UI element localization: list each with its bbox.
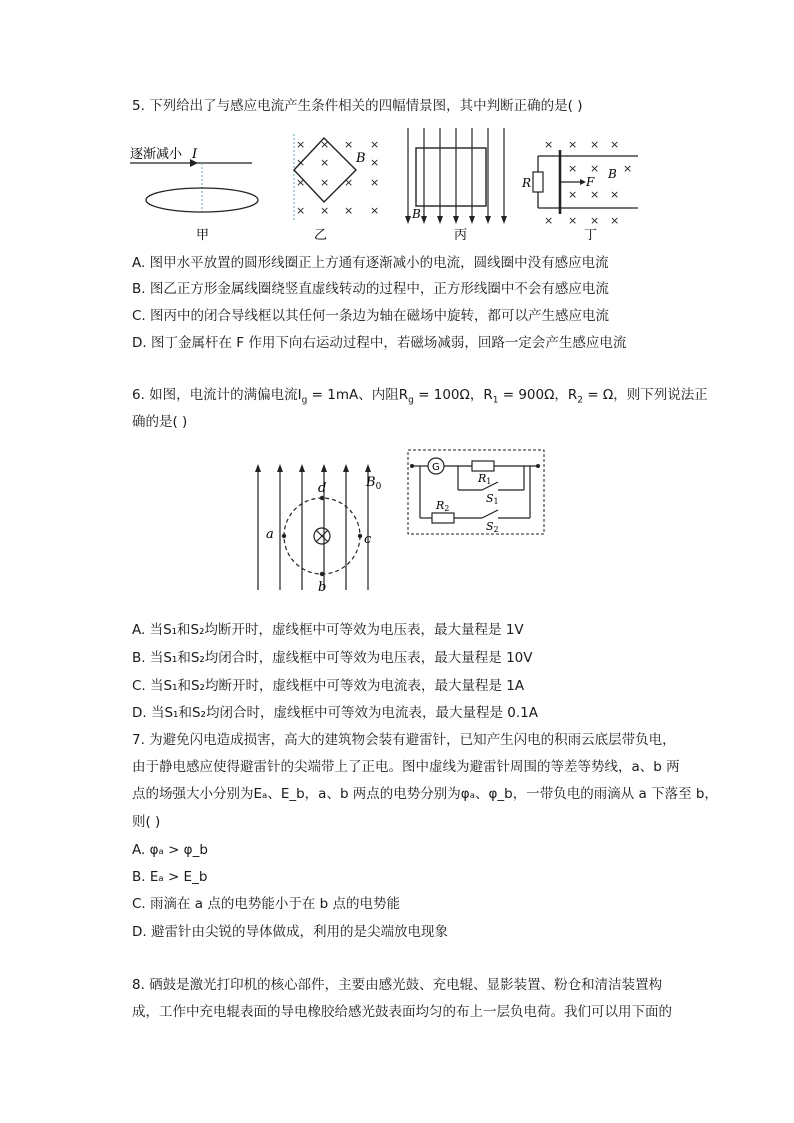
caption-ding: 丁: [584, 228, 598, 243]
svg-text:×: ×: [296, 204, 306, 217]
label-G: G: [432, 462, 440, 473]
fig-ding-force-label: F: [586, 175, 595, 189]
caption-bing: 丙: [454, 228, 468, 243]
svg-text:×: ×: [320, 138, 330, 151]
q6-option-c: C. 当S₁和S₂均断开时，虚线框中可等效为电流表，最大量程是 1A: [132, 678, 525, 694]
fig-ding-field-label: B: [608, 167, 617, 181]
label-R2: R2: [436, 499, 450, 513]
label-a: a: [266, 527, 274, 542]
label-R1: R1: [478, 472, 492, 486]
fig-yi-field-label: B: [356, 151, 366, 166]
svg-text:×: ×: [320, 156, 330, 169]
svg-text:×: ×: [590, 162, 600, 175]
q6-stem: 6. 如图，电流计的满偏电流$I_g = 1mA$、内阻$R_g = 100\Omega$，$R_1 = 900\Omega$，$R_2 = \Omega$，则下列说法正: [132, 387, 708, 406]
svg-text:×: ×: [544, 138, 554, 151]
q6-figure: [248, 444, 548, 594]
svg-text:×: ×: [623, 162, 633, 175]
fig-ding-resistor-label: R: [522, 176, 532, 190]
svg-text:×: ×: [568, 214, 578, 227]
svg-text:×: ×: [610, 138, 620, 151]
q6-stem-line2: 确的是( ): [132, 414, 188, 430]
svg-text:×: ×: [568, 162, 578, 175]
fig-jia: [130, 146, 258, 243]
q7-option-b: B. Eₐ > E_b: [132, 869, 208, 885]
q5-option-a: A. 图甲水平放置的圆形线圈正上方通有逐渐减小的电流，圆线圈中没有感应电流: [132, 255, 609, 271]
q5-stem: 5. 下列给出了与感应电流产生条件相关的四幅情景图，其中判断正确的是( ): [132, 98, 583, 114]
svg-text:×: ×: [320, 176, 330, 189]
label-S1: S1: [486, 492, 499, 506]
fig-bing-frame: [416, 148, 486, 206]
svg-text:×: ×: [568, 188, 578, 201]
svg-text:×: ×: [320, 204, 330, 217]
fig-ding: [521, 138, 638, 243]
svg-text:×: ×: [590, 188, 600, 201]
resistor-R2: [432, 513, 454, 523]
svg-text:×: ×: [344, 176, 354, 189]
label-d: d: [318, 481, 327, 496]
svg-text:×: ×: [296, 176, 306, 189]
q7-stem-line2: 由于静电感应使得避雷针的尖端带上了正电。图中虚线为避雷针周围的等差等势线，a、b 两: [132, 759, 680, 775]
svg-text:×: ×: [610, 214, 620, 227]
resistor-R1: [472, 461, 494, 471]
fig-yi: [294, 134, 379, 243]
svg-text:×: ×: [370, 138, 380, 151]
q7-stem-line1: 7. 为避免闪电造成损害，高大的建筑物会装有避雷针，已知产生闪电的积雨云底层带负电，: [132, 732, 676, 748]
svg-text:×: ×: [590, 214, 600, 227]
q7-stem-line3: 点的场强大小分别为Eₐ、E_b，a、b 两点的电势分别为φₐ、φ_b，一带负电的雨滴从 a 下落至 b，: [132, 786, 718, 802]
svg-text:×: ×: [568, 138, 578, 151]
q7-option-a: A. φₐ > φ_b: [132, 842, 208, 858]
svg-text:×: ×: [544, 214, 554, 227]
q5-figure: [128, 126, 648, 244]
q7-stem-line4: 则( ): [132, 814, 161, 830]
fig-jia-current-label: I: [192, 147, 198, 162]
q5-option-d: D. 图丁金属杆在 F 作用下向右运动过程中，若磁场减弱，回路一定会产生感应电流: [132, 335, 627, 351]
q6-option-b: B. 当S₁和S₂均闭合时，虚线框中可等效为电压表，最大量程是 10V: [132, 650, 533, 666]
q5-option-b: B. 图乙正方形金属线圈绕竖直虚线转动的过程中，正方形线圈中不会有感应电流: [132, 281, 609, 297]
svg-text:×: ×: [296, 138, 306, 151]
label-b: b: [318, 580, 327, 594]
fig-bing-field-label: B: [412, 207, 421, 221]
q8-stem-line2: 成，工作中充电辊表面的导电橡胶给感光鼓表面均匀的布上一层负电荷。我们可以用下面的: [132, 1004, 672, 1020]
svg-text:×: ×: [590, 138, 600, 151]
caption-yi: 乙: [314, 228, 328, 243]
svg-text:×: ×: [344, 204, 354, 217]
q5-option-c: C. 图丙中的闭合导线框以其任何一条边为轴在磁场中旋转，都可以产生感应电流: [132, 308, 610, 324]
fig-ding-resistor: [533, 172, 543, 192]
q6-option-d: D. 当S₁和S₂均闭合时，虚线框中可等效为电流表，最大量程是 0.1A: [132, 705, 538, 721]
q8-stem-line1: 8. 硒鼓是激光打印机的核心部件，主要由感光鼓、充电辊、显影装置、粉仓和清洁装置构: [132, 977, 663, 993]
svg-text:×: ×: [370, 204, 380, 217]
svg-text:×: ×: [370, 176, 380, 189]
label-c: c: [364, 532, 372, 547]
svg-text:×: ×: [370, 156, 380, 169]
fig-bing: [405, 128, 507, 243]
caption-jia: 甲: [196, 228, 210, 243]
label-S2: S2: [486, 520, 499, 534]
label-B0: $B_0$: [366, 475, 382, 492]
q6-option-a: A. 当S₁和S₂均断开时，虚线框中可等效为电压表，最大量程是 1V: [132, 622, 524, 638]
fig-jia-text: 逐渐减小: [130, 147, 183, 162]
svg-text:×: ×: [610, 188, 620, 201]
q7-option-d: D. 避雷针由尖锐的导体做成，利用的是尖端放电现象: [132, 924, 448, 940]
q7-option-c: C. 雨滴在 a 点的电势能小于在 b 点的电势能: [132, 896, 401, 912]
svg-text:×: ×: [296, 156, 306, 169]
svg-text:×: ×: [344, 138, 354, 151]
